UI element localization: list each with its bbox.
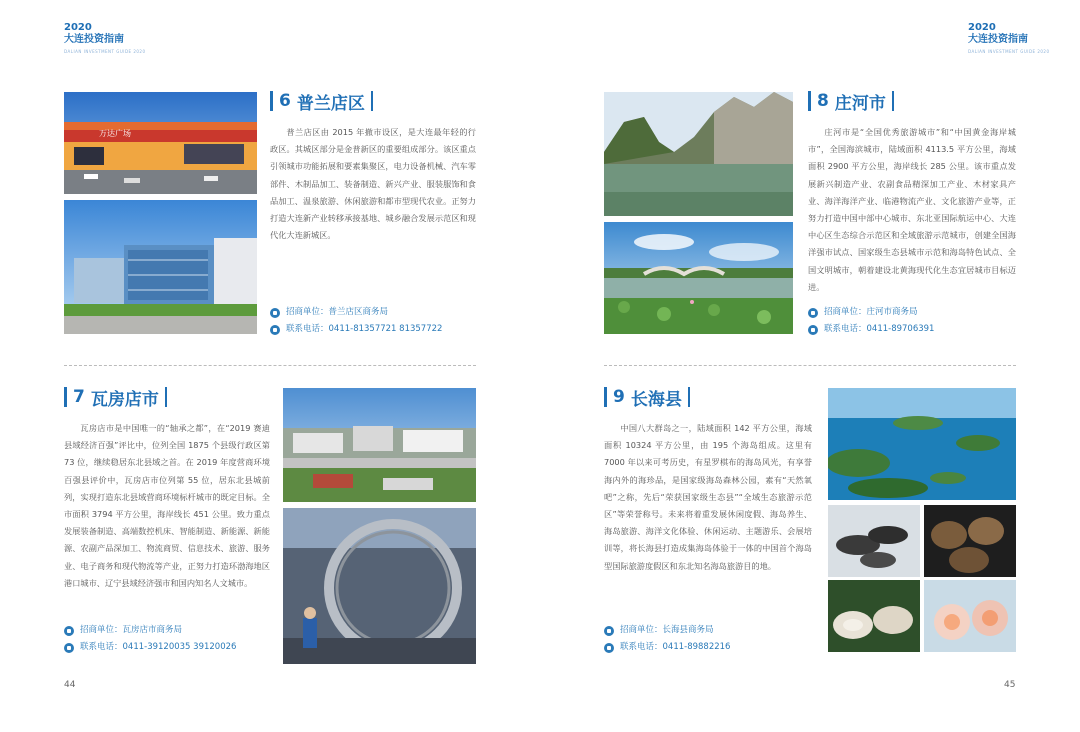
building-icon [270, 308, 280, 318]
section-heading-pulandian [270, 90, 373, 112]
section-divider [64, 365, 476, 366]
contact-phone: 联系电话：0411-89882216 [620, 642, 731, 652]
photo-aerial-factories [283, 388, 476, 502]
heading-bar [892, 91, 894, 111]
section-heading-wafangdian [64, 386, 167, 408]
phone-icon [604, 643, 614, 653]
section-body-zhuanghe: 庄河市是“全国优秀旅游城市”和“中国黄金海岸城市”，全国海滨城市，陆域面积 4113.5 平方公里，海域面积 2900 平方公里，海岸线长 285 公里。该市重点发展新兴制造产业、农副食品精深加工产业、木材家具产业、海洋海洋产业、临港物流产业、文化旅游产业等，正努力打造中国中部中心城市、东北亚国际航运中心、大连中心区生态综合示范区和全域旅游示范城市，创建全国海洋强市试点、国家级生态县城市示范和海岛特色试点、全国文明城市，朝着建设北黄海现代化生态宜居城市目标迈进。 [808, 127, 1016, 292]
section-name: 长海县 [630, 389, 682, 410]
page-number-right: 45 [1004, 680, 1016, 690]
contact-unit: 招商单位：长海县商务局 [620, 625, 714, 635]
heading-bar [688, 387, 690, 407]
section-body-wafangdian: 瓦房店市是中国唯一的“轴承之都”，在“2019 赛迪县域经济百强”评比中，位列全国 1875 个县级行政区第 73 位，继续稳居东北县域之首。在 2019 年度营商环境百强县评价中，瓦房店市位列第 55 位，居东北县城前列，实现打造东北县域营商环境标杆城市的既定目标。全市面积 3794 平方公里，海岸线长 451 公里。致力重点发展装备制造、高端数控机床、智能制造、新能源、新能源、农副产品深加工、物流商贸、信息技术、旅游、服务业、电子商务和现代物流等产业，正努力打造环渤海地区港口城市、辽宁县域经济强市和国内知名人文城市。 [64, 423, 270, 588]
contact-changhai [604, 622, 730, 656]
section-number: 6 [279, 91, 291, 111]
brand-subtitle: DALIAN INVESTMENT GUIDE 2020 [64, 49, 146, 54]
building-icon [64, 626, 74, 636]
contact-phone: 联系电话：0411-81357721 81357722 [286, 324, 443, 334]
section-number: 7 [73, 387, 85, 407]
section-number: 8 [817, 91, 829, 111]
section-body-pulandian: 普兰店区由 2015 年撤市设区，是大连最年轻的行政区。其城区部分是金普新区的重要组成部分。该区重点引领城市功能拓展和要素集聚区，电力设备机械、汽车零部件、木制品加工、装备制造、新兴产业、服装服饰和食品加工、温泉旅游、休闲旅游和都市型现代农业。正努力打造大连新产业转移承接基地、城乡融合发展示范区和现代化大连新城区。 [270, 127, 476, 241]
section-name: 普兰店区 [296, 93, 365, 114]
contact-phone: 联系电话：0411-39120035 39120026 [80, 642, 237, 652]
brand-title: 大连投资指南 [64, 34, 124, 45]
photo-oysters [828, 580, 920, 652]
contact-pulandian [270, 304, 442, 338]
section-name: 瓦房店市 [90, 389, 159, 410]
heading-bar [165, 387, 167, 407]
photo-scallops [924, 580, 1016, 652]
building-icon [808, 308, 818, 318]
photo-karst-lake [604, 92, 793, 216]
mall-sign: 万达广场 [99, 129, 131, 138]
heading-bar [808, 91, 811, 111]
contact-phone: 联系电话：0411-89706391 [824, 324, 935, 334]
contact-unit: 招商单位：普兰店区商务局 [286, 307, 389, 317]
contact-zhuanghe [808, 304, 934, 338]
phone-icon [808, 325, 818, 335]
heading-bar [371, 91, 373, 111]
brand-title: 大连投资指南 [968, 34, 1028, 45]
photo-abalone [924, 505, 1016, 577]
section-heading-zhuanghe [808, 90, 894, 112]
brand-mark-right [968, 22, 1050, 58]
building-icon [604, 626, 614, 636]
photo-aerial-islands [828, 388, 1016, 500]
photo-industrial-building [64, 200, 257, 334]
section-body-changhai: 中国八大群岛之一，陆域面积 142 平方公里，海域面积 10324 平方公里，由 195 个海岛组成。这里有 7000 年以来可考历史，有星罗棋布的海岛风光，有享誉海内外的海珍品，是国家级海岛森林公园，素有“天然氧吧”之称，先后“荣获国家级生态县”“全域生态旅游示范区”等荣誉称号。未来将着重发展休闲度假、海岛养生、海岛旅游、海洋文化体验、休闲运动、主题游乐、会展培训等，将长海县打造成集海岛体验于一体的中国首个海岛型国际旅游度假区和东北知名海岛旅游目的地。 [604, 423, 812, 571]
brand-subtitle: DALIAN INVESTMENT GUIDE 2020 [968, 49, 1050, 54]
heading-bar [270, 91, 273, 111]
brand-year: 2020 [64, 22, 92, 33]
brand-mark-left [64, 22, 146, 58]
photo-wanda-plaza [64, 92, 257, 194]
contact-wafangdian [64, 622, 236, 656]
contact-unit: 招商单位：瓦房店市商务局 [80, 625, 183, 635]
section-divider [604, 365, 1016, 366]
heading-bar [604, 387, 607, 407]
photo-sea-cucumbers [828, 505, 920, 577]
brand-year: 2020 [968, 22, 996, 33]
heading-bar [64, 387, 67, 407]
page-number-left: 44 [64, 680, 76, 690]
contact-unit: 招商单位：庄河市商务局 [824, 307, 918, 317]
section-heading-changhai [604, 386, 690, 408]
section-number: 9 [613, 387, 625, 407]
phone-icon [64, 643, 74, 653]
photo-lotus-bridge [604, 222, 793, 334]
photo-bearing-workshop [283, 508, 476, 664]
phone-icon [270, 325, 280, 335]
section-name: 庄河市 [834, 93, 886, 114]
